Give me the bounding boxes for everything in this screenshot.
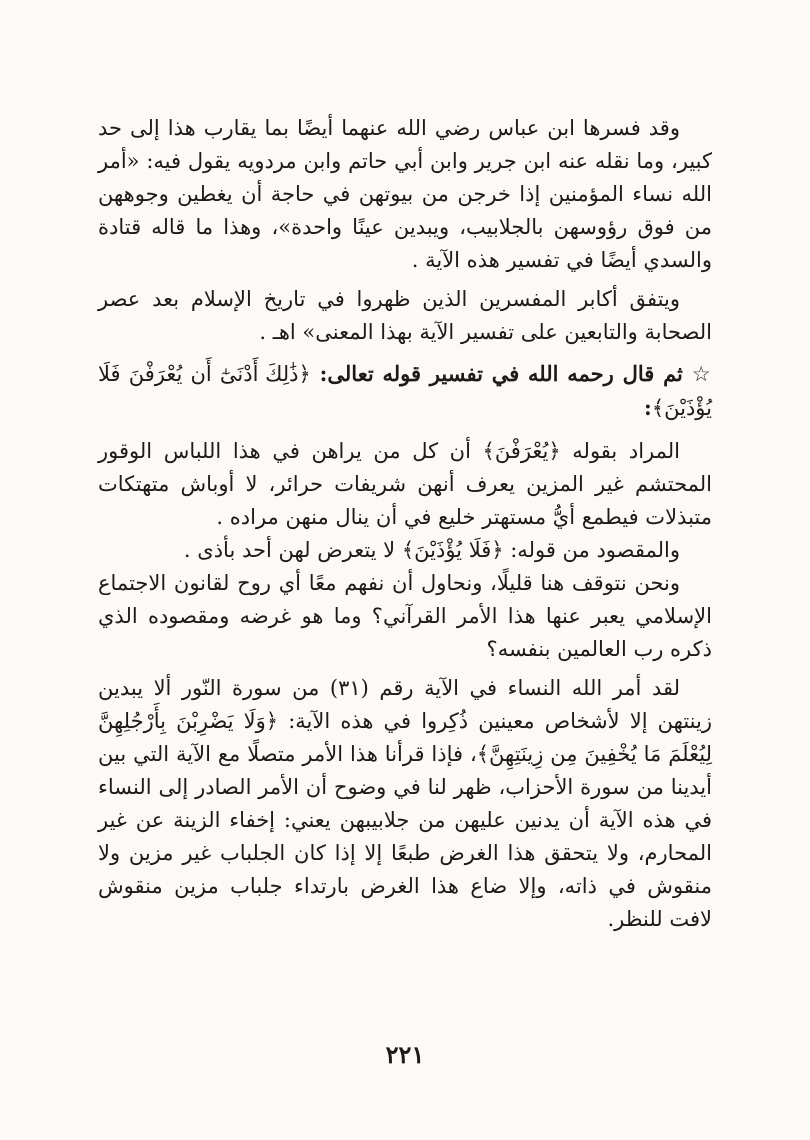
paragraph-yurafna: المراد بقوله ﴿يُعْرَفْنَ﴾ أن كل من يراهن في هذا اللباس الوقور المحتشم غير المزين يعرف أنهن شريفات حرائر، لا أوباش متهتكات متبذلات فيطمع أيُّ مستهتر خليع في أن ينال منهن مراده . bbox=[98, 439, 712, 529]
star-icon: ☆ bbox=[691, 362, 713, 386]
quran-verse: ﴿ذَٰلِكَ أَدْنَىٰٓ أَن يُعْرَفْنَ فَلَا يُؤْذَيْنَ﴾ bbox=[98, 362, 712, 420]
page-number: ٢٢١ bbox=[385, 1040, 425, 1069]
paragraph-surat-nur: لقد أمر الله النساء في الآية رقم (٣١) من سورة النّور ألا يبدين زينتهن إلا لأشخاص معينين ذُكِروا في هذه الآية: ﴿وَلَا يَضْرِبْنَ بِأَرْجُلِهِنَّ لِيُعْلَمَ مَا يُخْفِينَ مِن زِينَتِهِنَّ﴾، فإذا قرأنا هذا الأمر متصلًا مع الآية التي بين أيدينا من سورة الأحزاب، ظهر لنا في وضوح أن الأمر الصادر إلى النساء في هذه الآية أن يدنين عليهن من جلابيبهن يعني: إخفاء الزينة عن غير المحارم، ولا يتحقق هذا الغرض طبعًا إلا إذا كان الجلباب غير مزين ولا منقوش في ذاته، وإلا ضاع هذا الغرض بارتداء جلباب مزين منقوش لافت للنظر. bbox=[98, 676, 712, 931]
page-body bbox=[98, 112, 712, 936]
heading-text: ثم قال رحمه الله في تفسير قوله تعالى: bbox=[319, 361, 683, 386]
paragraph-ibn-abbas: وقد فسرها ابن عباس رضي الله عنهما أيضًا بما يقارب هذا إلى حد كبير، وما نقله عنه ابن جرير وابن أبي حاتم وابن مردويه يقول فيه: «أمر الله نساء المؤمنين إذا خرجن من بيوتهن في حاجة أن يغطين وجوههن من فوق رؤوسهن بالجلابيب، ويبدين عينًا واحدة»، وهذا ما قاله قتادة والسدي أيضًا في تفسير هذه الآية . bbox=[98, 116, 712, 272]
section-heading bbox=[98, 357, 712, 425]
paragraph-pause: ونحن نتوقف هنا قليلًا، ونحاول أن نفهم معًا أي روح لقانون الاجتماع الإسلامي يعبر عنها هذا الأمر القرآني؟ وما هو غرضه ومقصوده الذي ذكره رب العالمين بنفسه؟ bbox=[98, 571, 712, 661]
paragraph-mufassirin: ويتفق أكابر المفسرين الذين ظهروا في تاريخ الإسلام بعد عصر الصحابة والتابعين على تفسير الآية بهذا المعنى» اهـ . bbox=[98, 287, 712, 344]
paragraph-yudhayna: والمقصود من قوله: ﴿فَلَا يُؤْذَيْنَ﴾ لا يتعرض لهن أحد بأذى . bbox=[183, 538, 680, 562]
heading-colon: : bbox=[644, 395, 652, 420]
